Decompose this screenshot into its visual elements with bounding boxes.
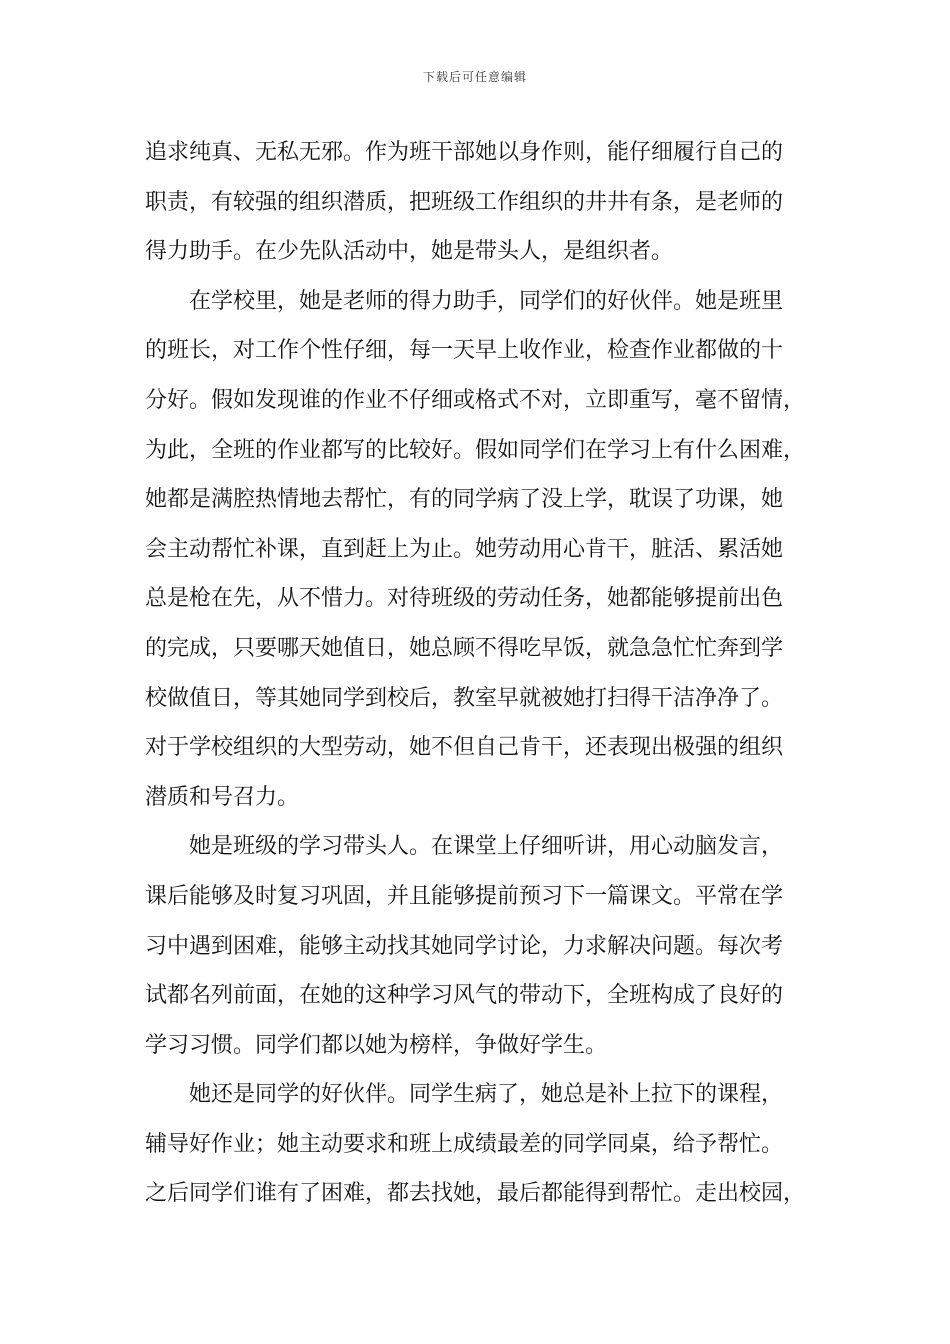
text-line: 习中遇到困难，能够主动找其她同学讨论，力求解决问题。每次考 — [145, 933, 784, 959]
page-header-note: 下载后可任意编辑 — [422, 70, 527, 84]
text-line: 分好。假如发现谁的作业不仔细或格式不对，立即重写，毫不留情， — [145, 387, 806, 413]
text-line: 试都名列前面，在她的这种学习风气的带动下，全班构成了良好的 — [145, 983, 784, 1009]
document-body — [145, 128, 821, 1219]
text-line: 课后能够及时复习巩固，并且能够提前预习下一篇课文。平常在学 — [145, 883, 784, 909]
paragraph-start-line: 她还是同学的好伙伴。同学生病了，她总是补上拉下的课程， — [189, 1082, 784, 1108]
text-line: 得力助手。在少先队活动中，她是带头人，是组织者。 — [145, 239, 674, 265]
text-line: 之后同学们谁有了困难，都去找她，最后都能得到帮忙。走出校园， — [145, 1181, 806, 1207]
text-line: 对于学校组织的大型劳动，她不但自己肯干，还表现出极强的组织 — [145, 735, 784, 761]
text-line: 的完成，只要哪天她值日，她总顾不得吃早饭，就急急忙忙奔到学 — [145, 635, 784, 661]
text-line: 的班长，对工作个性仔细，每一天早上收作业，检查作业都做的十 — [145, 338, 784, 364]
text-line: 职责，有较强的组织潜质，把班级工作组织的井井有条，是老师的 — [145, 189, 784, 215]
text-line: 校做值日，等其她同学到校后，教室早就被她打扫得干洁净净了。 — [145, 685, 784, 711]
text-line: 追求纯真、无私无邪。作为班干部她以身作则，能仔细履行自己的 — [145, 140, 784, 165]
text-line: 为此，全班的作业都写的比较好。假如同学们在学习上有什么困难， — [145, 437, 806, 463]
paragraph-start-line: 她是班级的学习带头人。在课堂上仔细听讲，用心动脑发言， — [189, 834, 784, 860]
text-line: 会主动帮忙补课，直到赶上为止。她劳动用心肯干，脏活、累活她 — [145, 536, 784, 562]
text-line: 学习习惯。同学们都以她为榜样，争做好学生。 — [145, 1032, 608, 1058]
text-line: 辅导好作业；她主动要求和班上成绩最差的同学同桌，给予帮忙。 — [145, 1131, 784, 1157]
text-line: 潜质和号召力。 — [145, 784, 300, 810]
paragraph-start-line: 在学校里，她是老师的得力助手，同学们的好伙伴。她是班里 — [189, 288, 784, 314]
text-line: 总是枪在先，从不惜力。对待班级的劳动任务，她都能够提前出色 — [145, 586, 784, 612]
text-line: 她都是满腔热情地去帮忙，有的同学病了没上学，耽误了功课，她 — [145, 487, 784, 513]
